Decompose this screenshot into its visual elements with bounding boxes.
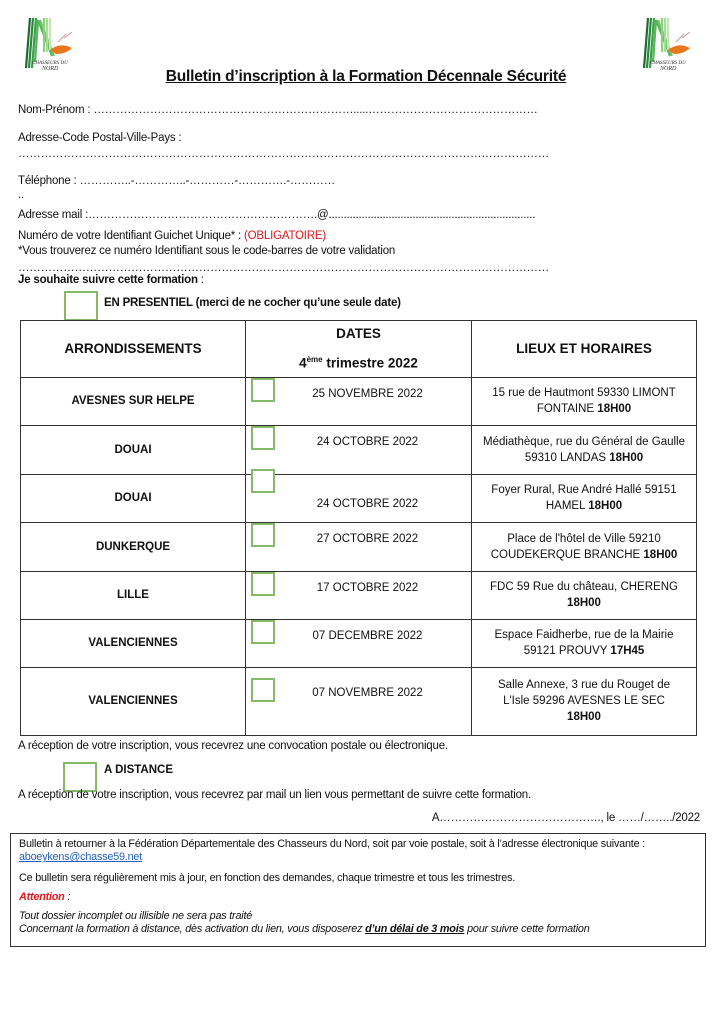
lieu-text: Place de l'hôtel de Ville 59210 COUDEKERQUE BRANCHE: [490, 532, 661, 561]
date-text: 17 OCTOBRE 2022: [316, 581, 419, 594]
distance-delay-post: pour suivre cette formation: [464, 923, 590, 935]
date-cell: [246, 377, 472, 425]
header-dates: [246, 321, 472, 378]
lieu-text: Espace Faidherbe, rue de la Mairie 59121 PROUVY: [494, 629, 674, 657]
table-header-row: [21, 321, 697, 378]
horaire-text: 18H00: [643, 548, 678, 561]
arrondissement-cell: AVESNES SUR HELPE: [21, 377, 246, 425]
header-arrondissements: ARRONDISSEMENTS: [21, 321, 246, 378]
logo-right: [634, 12, 700, 72]
chasseurs-du-nord-logo-icon: [634, 12, 700, 72]
nom-prenom-field[interactable]: Nom-Prénom : …………………………………………………………….....………………………………………: [18, 104, 538, 116]
required-marker: (OBLIGATOIRE): [244, 230, 327, 242]
table-row: [21, 619, 697, 667]
chasseurs-du-nord-logo-icon: [16, 12, 82, 72]
date-cell: [246, 667, 472, 735]
lieu-cell: [472, 377, 697, 425]
date-cell: [246, 619, 472, 667]
guichet-unique-label-text: Numéro de votre Identifiant Guichet Unique* :: [18, 230, 245, 242]
formation-choice-text: Je souhaite suivre cette formation: [18, 274, 198, 286]
lieu-text: Foyer Rural, Rue André Hallé 59151 HAMEL: [491, 484, 677, 512]
arrondissement-cell: VALENCIENNES: [21, 667, 246, 735]
telephone-field[interactable]: Téléphone : …………..-…………..-…………-………….-…………: [18, 175, 336, 187]
horaire-text: 18H00: [567, 711, 601, 723]
header-dates-label: DATES: [336, 326, 381, 341]
lieu-cell: [472, 522, 697, 571]
horaire-text: 18H00: [588, 500, 623, 512]
svg-text:NORD: NORD: [42, 66, 59, 72]
return-instructions: Bulletin à retourner à la Fédération Départementale des Chasseurs du Nord, soit par voie postale, soit à l’adresse électronique suivante :: [19, 838, 645, 850]
date-text: 07 DECEMBRE 2022: [312, 629, 423, 642]
svg-text:CHASSEURS DU: CHASSEURS DU: [32, 61, 68, 66]
table-row: [21, 667, 697, 735]
horaire-text: 18H00: [609, 451, 644, 464]
lieu-cell: [472, 474, 697, 522]
distance-note: A réception de votre inscription, vous recevrez par mail un lien vous permettant de suivre cette formation.: [18, 789, 531, 801]
date-checkbox[interactable]: [251, 678, 275, 702]
date-text: 24 OCTOBRE 2022: [316, 435, 419, 448]
presentiel-checkbox[interactable]: [64, 291, 98, 321]
adresse-field[interactable]: ……………………………………………………………………………………………………………………………: [18, 148, 550, 160]
lieu-text: 15 rue de Hautmont 59330 LIMONT FONTAINE: [492, 387, 676, 415]
svg-text:CHASSEURS DU: CHASSEURS DU: [650, 61, 686, 66]
table-row: [21, 571, 697, 619]
schedule-table: [20, 320, 697, 736]
header-lieux: LIEUX ET HORAIRES: [472, 321, 697, 378]
horaire-text: 18H00: [567, 597, 601, 609]
lieu-text: Salle Annexe, 3 rue du Rouget de L'Isle 59296 AVESNES LE SEC: [498, 679, 670, 707]
quarter-number: 4: [299, 355, 307, 371]
date-cell: [246, 522, 472, 571]
table-row: [21, 377, 697, 425]
svg-text:NORD: NORD: [660, 66, 677, 72]
arrondissement-cell: DOUAI: [21, 474, 246, 522]
arrondissement-cell: LILLE: [21, 571, 246, 619]
arrondissement-cell: DUNKERQUE: [21, 522, 246, 571]
lieu-text: FDC 59 Rue du château, CHERENG: [490, 581, 678, 593]
date-checkbox[interactable]: [251, 572, 275, 596]
date-checkbox[interactable]: [251, 378, 275, 402]
attention-label: Attention: [19, 891, 65, 903]
date-text: 07 NOVEMBRE 2022: [312, 686, 423, 699]
header-dates-subtitle: [246, 347, 471, 377]
instructions-box: [10, 833, 706, 947]
colon: :: [197, 274, 204, 286]
quarter-rest: trimestre 2022: [322, 355, 418, 371]
date-checkbox[interactable]: [251, 523, 275, 547]
table-row: [21, 474, 697, 522]
email-field[interactable]: Adresse mail :…………………………………………………….@.....................................................................: [18, 209, 536, 221]
guichet-unique-label: [18, 230, 326, 242]
contact-email-link[interactable]: aboeykens@chasse59.net: [19, 851, 143, 863]
update-note: Ce bulletin sera régulièrement mis à jour, en fonction des demandes, chaque trimestre et tous les trimestres.: [19, 872, 516, 884]
logo-left: [16, 12, 82, 72]
table-row: [21, 522, 697, 571]
attention-colon: :: [64, 891, 71, 903]
lieu-cell: [472, 425, 697, 474]
guichet-unique-note: *Vous trouverez ce numéro Identifiant sous le code-barres de votre validation: [18, 245, 396, 257]
horaire-text: 18H00: [597, 403, 632, 415]
guichet-unique-field[interactable]: ……………………………………………………………………………………………………………………………: [18, 262, 550, 274]
date-text: 25 NOVEMBRE 2022: [312, 387, 423, 400]
distance-checkbox[interactable]: [63, 762, 97, 792]
table-row: [21, 425, 697, 474]
formation-choice-heading: [18, 274, 204, 286]
horaire-text: 17H45: [610, 645, 645, 657]
date-checkbox[interactable]: [251, 620, 275, 644]
distance-delay-pre: Concernant la formation à distance, dès activation du lien, vous disposerez: [19, 923, 366, 935]
dots-separator: ..: [18, 189, 24, 201]
date-checkbox[interactable]: [251, 469, 275, 493]
incomplete-warning: Tout dossier incomplet ou illisible ne sera pas traité: [19, 910, 253, 922]
lieu-cell: [472, 667, 697, 735]
distance-delay-emphasis: d’un délai de 3 mois: [365, 923, 465, 935]
lieu-text: Médiathèque, rue du Général de Gaulle 59310 LANDAS: [482, 435, 686, 464]
date-text: 24 OCTOBRE 2022: [316, 497, 419, 510]
signature-place-date-field[interactable]: A……………………………………., le ……/……../2022: [431, 812, 700, 824]
date-checkbox[interactable]: [251, 426, 275, 450]
quarter-suffix: ème: [306, 355, 323, 364]
presentiel-label: EN PRESENTIEL (merci de ne cocher qu’une seule date): [104, 297, 401, 309]
page-title: Bulletin d’inscription à la Formation Décennale Sécurité: [165, 68, 567, 85]
date-cell: [246, 425, 472, 474]
date-cell: [246, 571, 472, 619]
arrondissement-cell: VALENCIENNES: [21, 619, 246, 667]
distance-label: A DISTANCE: [104, 764, 173, 776]
date-cell: [246, 474, 472, 522]
convocation-note: A réception de votre inscription, vous recevrez une convocation postale ou électronique.: [18, 740, 448, 752]
arrondissement-cell: DOUAI: [21, 425, 246, 474]
date-text: 27 OCTOBRE 2022: [316, 532, 419, 545]
lieu-cell: [472, 571, 697, 619]
lieu-cell: [472, 619, 697, 667]
adresse-label: Adresse-Code Postal-Ville-Pays :: [18, 132, 182, 144]
